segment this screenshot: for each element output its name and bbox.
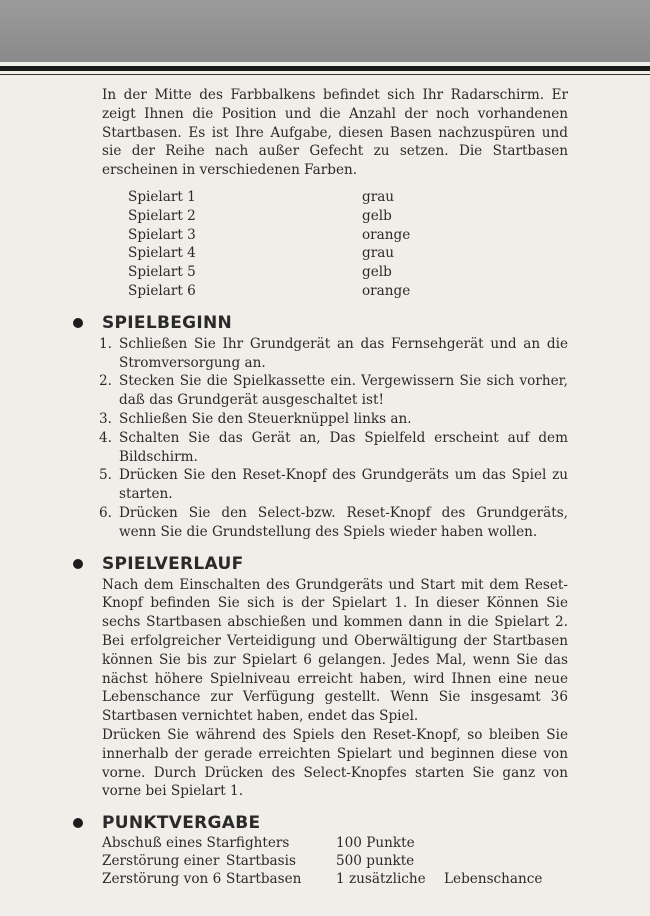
score-event: Zerstörung von 6 <box>102 871 222 888</box>
bullet-icon <box>73 818 83 828</box>
step-number: 4. <box>99 429 112 446</box>
color-row <box>128 188 410 207</box>
score-target: Startbasen <box>226 871 302 888</box>
game-mode: Spielart 5 <box>128 264 196 281</box>
game-mode: Spielart 2 <box>128 207 196 224</box>
step-item <box>99 410 568 429</box>
color-row <box>128 263 410 282</box>
punktvergabe-heading <box>102 813 568 833</box>
game-mode: Spielart 1 <box>128 188 196 205</box>
page-content <box>99 86 568 888</box>
base-color: gelb <box>362 264 392 281</box>
color-row <box>128 282 410 301</box>
score-value: 1 zusätzliche <box>336 871 426 888</box>
base-color: orange <box>362 282 411 299</box>
score-event: Abschuß eines Starfighters <box>102 835 290 852</box>
score-row <box>102 852 542 870</box>
bullet-icon <box>73 318 83 328</box>
step-text: Schließen Sie Ihr Grundgerät an das Fernsehgerät und an die Stromversorgung an. <box>119 335 568 371</box>
base-color: grau <box>362 245 395 262</box>
score-table <box>102 834 542 888</box>
section-title: SPIELVERLAUF <box>102 553 244 574</box>
step-text: Schließen Sie den Steuerknüppel links an. <box>119 410 412 427</box>
step-item <box>99 372 568 410</box>
step-item <box>99 504 568 542</box>
color-row <box>128 244 410 263</box>
score-event: Zerstörung einer <box>102 853 220 870</box>
score-value: 500 punkte <box>336 853 415 870</box>
step-text: Schalten Sie das Gerät an, Das Spielfeld erscheint auf dem Bildschirm. <box>119 429 568 465</box>
step-number: 2. <box>99 373 112 390</box>
header-rule-thick <box>0 66 650 71</box>
spielverlauf-paragraph-2: Drücken Sie während des Spiels den Reset-Knopf, so bleiben Sie innerhalb der gerade erreichten Spielart und beginnen diese von vorne. Durch Drücken des Select-Knopfes starten Sie ganz von vorne bei Spielart 1. <box>102 726 568 800</box>
game-mode: Spielart 3 <box>128 226 196 243</box>
step-number: 6. <box>99 504 112 521</box>
base-color: gelb <box>362 207 392 224</box>
score-row <box>102 834 542 852</box>
score-extra <box>444 834 542 852</box>
spielbeginn-heading <box>102 313 568 333</box>
spielbeginn-steps <box>99 335 568 542</box>
section-title: SPIELBEGINN <box>102 312 233 333</box>
step-number: 5. <box>99 467 112 484</box>
score-target: Startbasis <box>226 853 296 870</box>
base-color: orange <box>362 226 411 243</box>
score-row <box>102 870 542 888</box>
color-row <box>128 226 410 245</box>
game-mode: Spielart 6 <box>128 282 196 299</box>
game-mode: Spielart 4 <box>128 245 196 262</box>
section-title: PUNKTVERGABE <box>102 813 261 834</box>
header-gray-band <box>0 0 650 62</box>
score-value: 100 Punkte <box>336 835 415 852</box>
score-extra <box>444 852 542 870</box>
step-text: Drücken Sie den Reset-Knopf des Grundgeräts um das Spiel zu starten. <box>119 467 568 503</box>
spielverlauf-heading <box>102 554 568 574</box>
color-table <box>128 188 410 301</box>
spielverlauf-paragraph-1: Nach dem Einschalten des Grundgeräts und Start mit dem Reset-Knopf befinden Sie sich is der Spielart 1. In dieser Können Sie sechs Startbasen abschießen und kommen dann in die Spielart 2. Bei erfolgreicher Verteidigung und Oberwältigung der Startbasen können Sie bis zur Spielart 6 gelangen. Jedes Mal, wenn Sie das nächst höhere Spielniveau erreicht haben, wird Ihnen eine neue Lebenschance zur Verfügung gestellt. Wenn Sie insgesamt 36 Startbasen vernichtet haben, endet das Spiel. <box>102 576 568 725</box>
score-extra: Lebenschance <box>444 871 543 888</box>
base-color: grau <box>362 188 395 205</box>
step-item <box>99 429 568 467</box>
step-number: 3. <box>99 410 112 427</box>
step-item <box>99 466 568 504</box>
bullet-icon <box>73 559 83 569</box>
step-text: Drücken Sie den Select-bzw. Reset-Knopf des Grundgeräts, wenn Sie die Grundstellung des Spiels wieder haben wollen. <box>119 504 568 540</box>
color-row <box>128 207 410 226</box>
step-item <box>99 335 568 373</box>
intro-paragraph: In der Mitte des Farbbalkens befindet sich Ihr Radarschirm. Er zeigt Ihnen die Position und die Anzahl der noch vorhandenen Startbasen. Es ist Ihre Aufgabe, diesen Basen nachzuspüren und sie der Reihe nach außer Gefecht zu setzen. Die Startbasen erscheinen in verschiedenen Farben. <box>102 87 568 179</box>
step-number: 1. <box>99 335 112 352</box>
step-text: Stecken Sie die Spielkassette ein. Vergewissern Sie sich vorher, daß das Grundgerät ausgeschaltet ist! <box>119 373 568 409</box>
header-rule-thin <box>0 74 650 75</box>
